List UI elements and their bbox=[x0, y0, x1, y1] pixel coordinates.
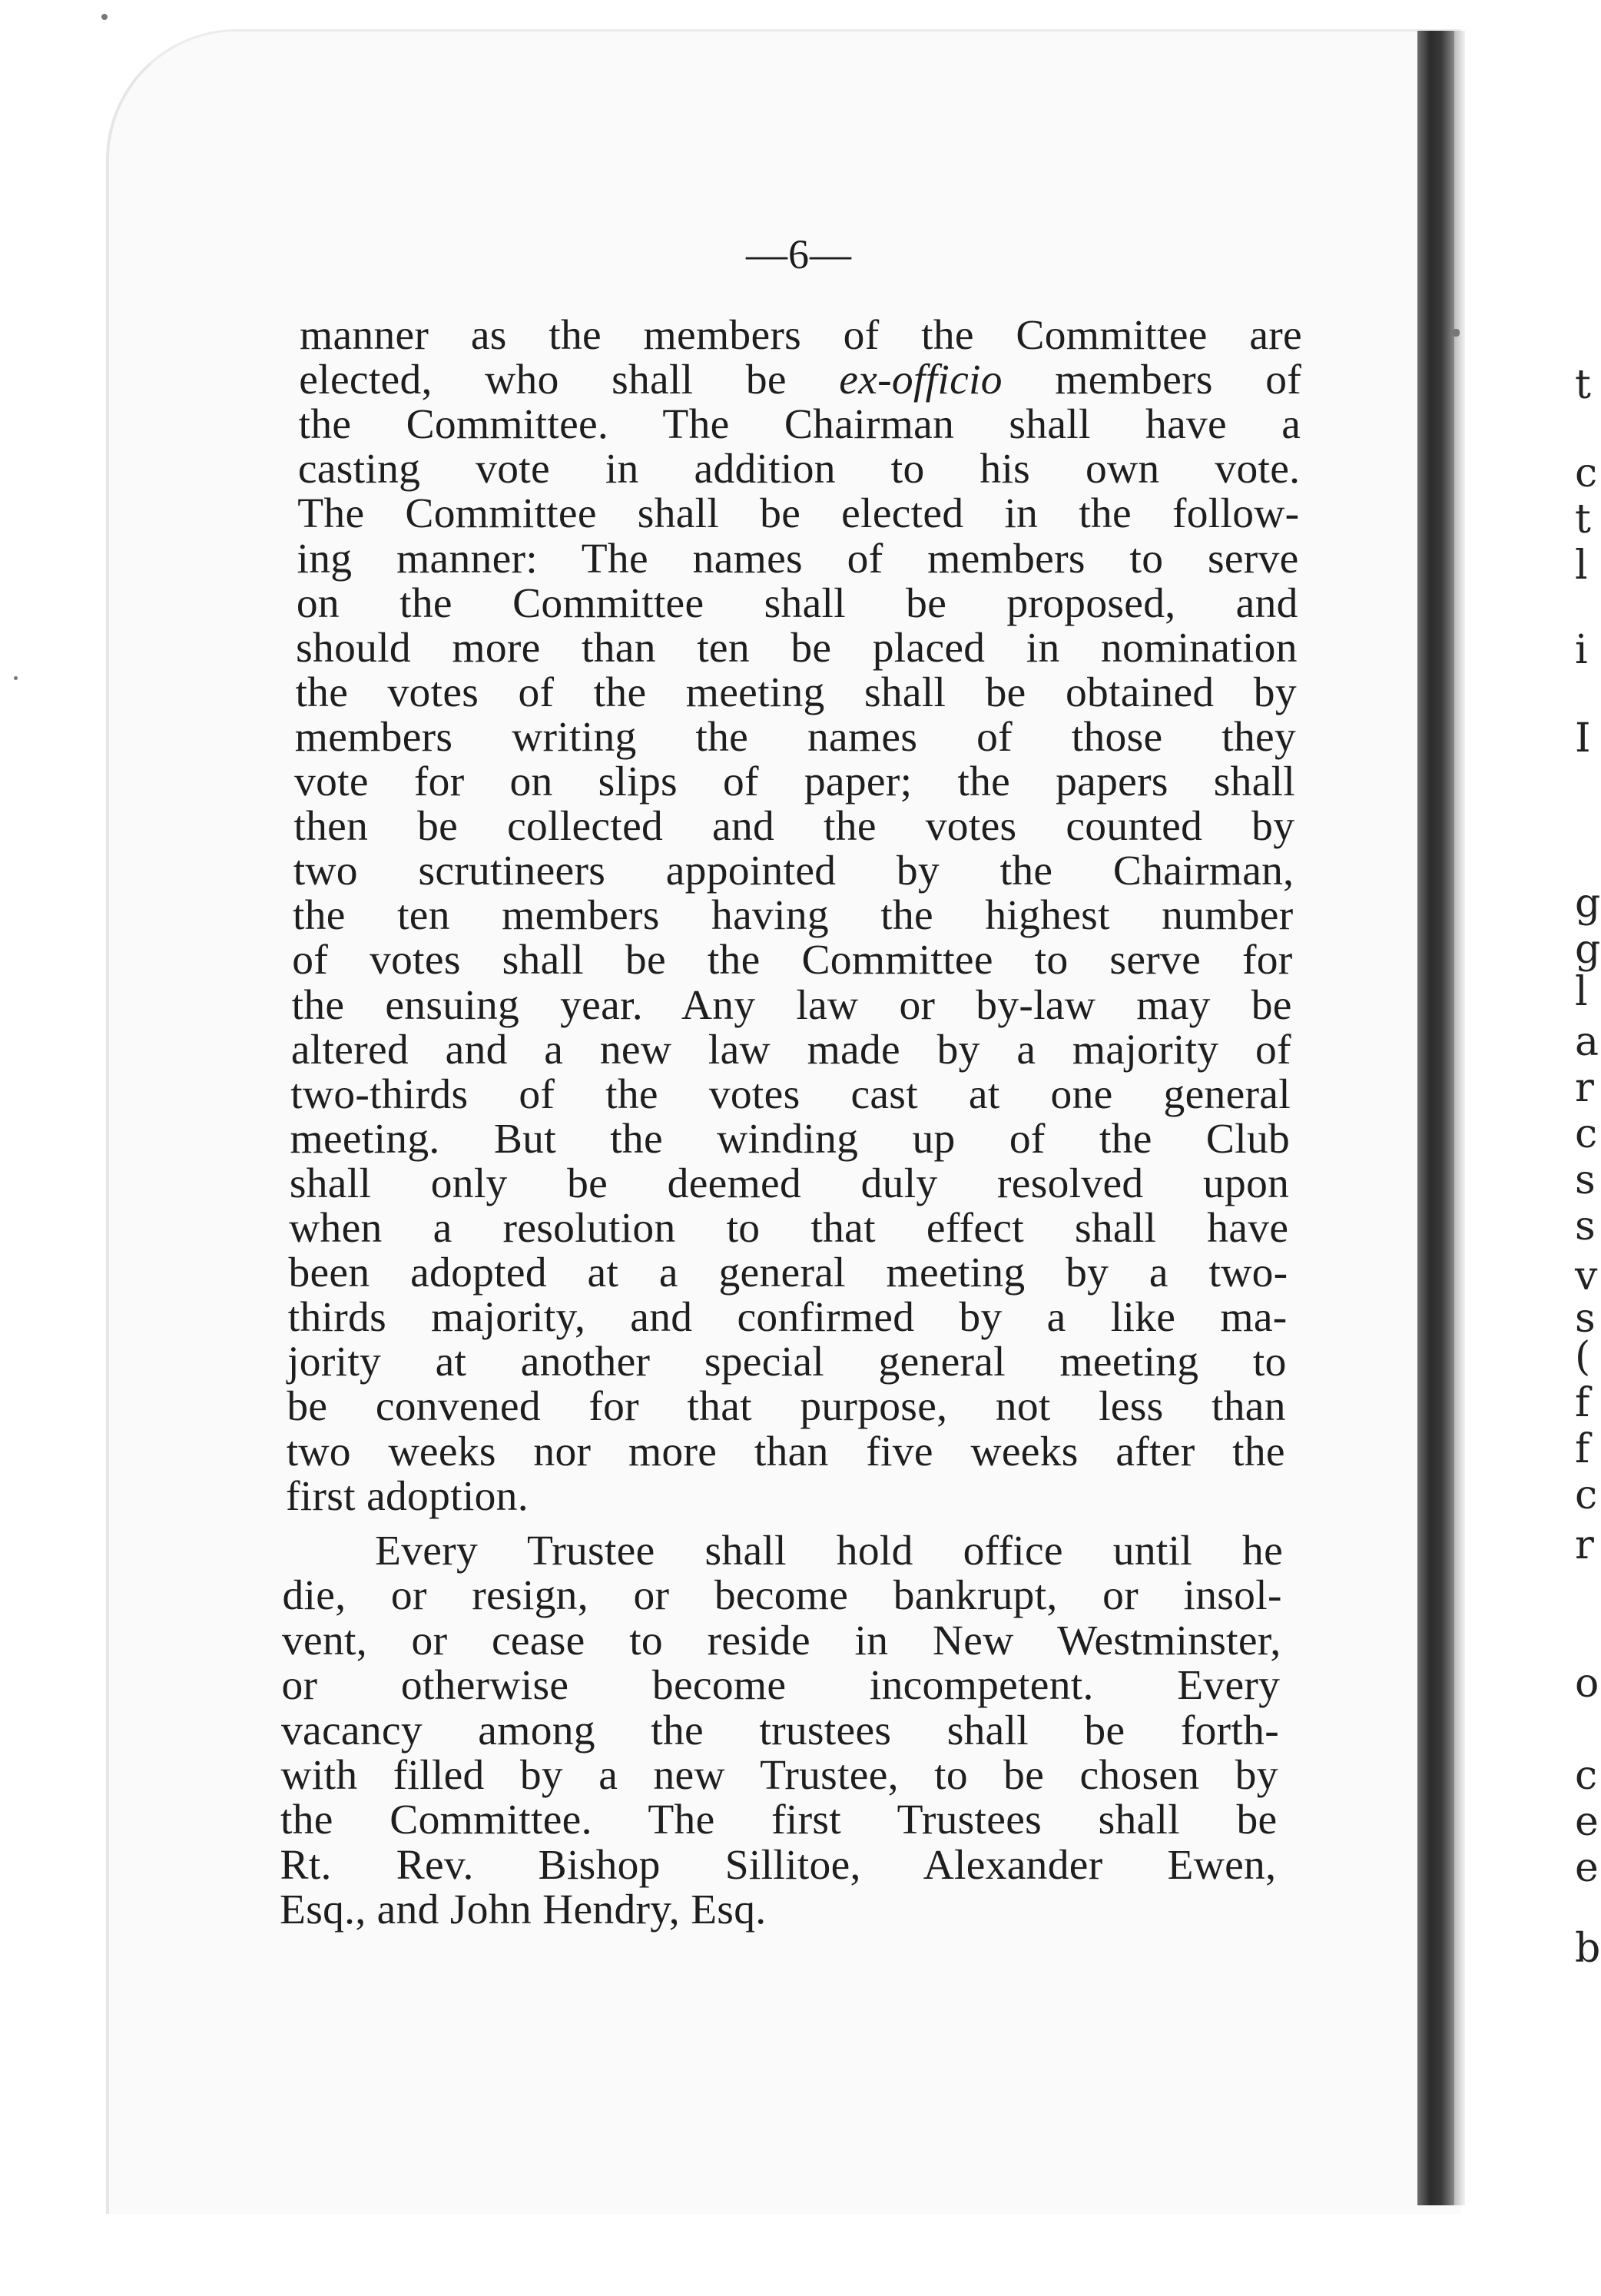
paragraph-1-line: ing manner: The names of members to serve bbox=[297, 535, 1299, 582]
facing-page-letters bbox=[1567, 0, 1601, 2296]
paragraph-2-line: the Committee. The first Trustees shall be bbox=[280, 1797, 1278, 1844]
paragraph-2-line: vent, or cease to reside in New Westminster, bbox=[282, 1617, 1281, 1664]
paragraph-2-line: Esq., and John Hendry, Esq. bbox=[280, 1886, 767, 1934]
facing-page-letter: I bbox=[1575, 715, 1591, 761]
paragraph-2-line: with filled by a new Trustee, to be chosen by bbox=[280, 1752, 1278, 1799]
paragraph-1-line: the Committee. The Chairman shall have a bbox=[298, 401, 1301, 449]
facing-page-letter: ( bbox=[1575, 1334, 1591, 1380]
paragraph-1-line: of votes shall be the Committee to serve for bbox=[292, 937, 1293, 984]
paragraph-1-line: on the Committee shall be proposed, and bbox=[296, 579, 1298, 627]
facing-page-letter: e bbox=[1575, 1845, 1599, 1891]
facing-page-letter: f bbox=[1575, 1380, 1590, 1426]
paragraph-1-line: casting vote in addition to his own vote. bbox=[297, 446, 1301, 493]
facing-page-letter: a bbox=[1575, 1019, 1599, 1065]
facing-page-letter: l bbox=[1575, 969, 1588, 1015]
paragraph-1-line: been adopted at a general meeting by a two- bbox=[288, 1249, 1288, 1297]
facing-page-letter: g bbox=[1575, 881, 1601, 927]
paragraph-1-line: two weeks nor more than five weeks after the bbox=[286, 1428, 1285, 1475]
facing-page-letter: s bbox=[1575, 1296, 1596, 1342]
facing-page-letter: v bbox=[1575, 1253, 1598, 1299]
paragraph-1-line: thirds majority, and confirmed by a like ma- bbox=[287, 1294, 1288, 1342]
facing-page-letter: c bbox=[1575, 1753, 1598, 1799]
facing-page-letter: t bbox=[1575, 496, 1591, 542]
page-number: —6— bbox=[746, 231, 852, 277]
paragraph-1-line: the ensuing year. Any law or by-law may be bbox=[291, 981, 1292, 1029]
paragraph-1-line: should more than ten be placed in nomination bbox=[296, 624, 1298, 672]
paragraph-2-line: Every Trustee shall hold office until he bbox=[375, 1528, 1283, 1574]
paragraph-1-line: members writing the names of those they bbox=[294, 713, 1297, 761]
facing-page-letter: e bbox=[1575, 1799, 1599, 1845]
paragraph-1-line: elected, who shall be ex-officio members of bbox=[299, 357, 1302, 404]
paragraph-1-line: the ten members having the highest number bbox=[293, 892, 1294, 940]
facing-page-letter: s bbox=[1575, 1157, 1596, 1203]
paragraph-1-line: meeting. But the winding up of the Club bbox=[290, 1115, 1291, 1163]
paragraph-2-line: vacancy among the trustees shall be forth- bbox=[281, 1707, 1279, 1754]
paragraph-1-line: then be collected and the votes counted by bbox=[293, 803, 1295, 851]
paragraph-1-line: manner as the members of the Committee are bbox=[300, 312, 1302, 359]
paragraph-1-line: two scrutineers appointed by the Chairman, bbox=[293, 848, 1294, 895]
facing-page-letter: r bbox=[1575, 1522, 1594, 1568]
paragraph-1-line: be convened for that purpose, not less than bbox=[287, 1383, 1286, 1431]
facing-page-letter: b bbox=[1575, 1926, 1601, 1972]
facing-page-letter: c bbox=[1575, 1472, 1598, 1518]
facing-page-letter: l bbox=[1575, 542, 1588, 589]
facing-page-letter: t bbox=[1575, 362, 1591, 408]
facing-page-letter: s bbox=[1575, 1203, 1596, 1249]
facing-page-letter: c bbox=[1575, 450, 1598, 496]
paragraph-1-line: two-thirds of the votes cast at one general bbox=[290, 1070, 1291, 1118]
paragraph-1-line: first adoption. bbox=[286, 1472, 529, 1520]
paragraph-2-line: die, or resign, or become bankrupt, or insol- bbox=[282, 1572, 1282, 1620]
facing-page-letter: g bbox=[1575, 927, 1601, 973]
facing-page-letter: o bbox=[1575, 1661, 1599, 1707]
facing-page-letter: f bbox=[1575, 1426, 1590, 1472]
facing-page-letter: i bbox=[1575, 627, 1588, 673]
paragraph-1-line: vote for on slips of paper; the papers shall bbox=[294, 758, 1296, 805]
paragraph-1-line: the votes of the meeting shall be obtained by bbox=[295, 669, 1297, 716]
paragraph-2-line: Rt. Rev. Bishop Sillitoe, Alexander Ewen, bbox=[280, 1841, 1277, 1889]
paragraph-1-line: shall only be deemed duly resolved upon bbox=[289, 1160, 1290, 1207]
paragraph-2-line: or otherwise become incompetent. Every bbox=[281, 1662, 1281, 1710]
facing-page-letter: c bbox=[1575, 1111, 1598, 1157]
paragraph-1-line: altered and a new law made by a majority of bbox=[290, 1026, 1291, 1073]
facing-page-letter: r bbox=[1575, 1065, 1594, 1111]
paragraph-1-line: jority at another special general meeting to bbox=[287, 1339, 1287, 1386]
paragraph-1-line: The Committee shall be elected in the follow- bbox=[297, 490, 1300, 538]
paragraph-1-line: when a resolution to that effect shall have bbox=[289, 1205, 1289, 1252]
